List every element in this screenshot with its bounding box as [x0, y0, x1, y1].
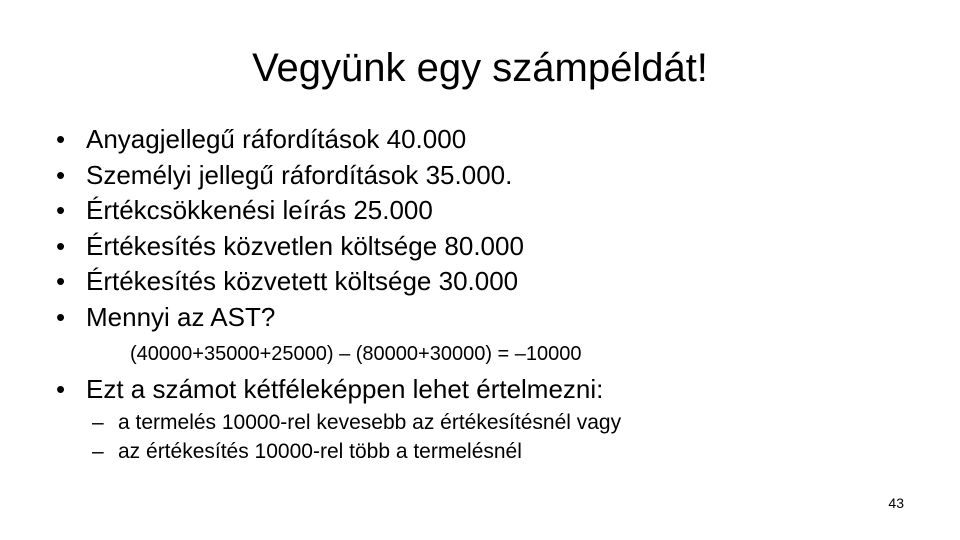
sub-list-item: [92, 408, 621, 437]
dash-marker: –: [92, 411, 104, 434]
sub-list: [92, 408, 621, 466]
calculation-formula: (40000+35000+25000) – (80000+30000) = –10000: [130, 343, 582, 365]
slide-title: Vegyünk egy számpéldát!: [252, 46, 708, 90]
list-item: [56, 158, 524, 194]
list-item-text: Személyi jellegű ráfordítások 35.000.: [86, 159, 513, 190]
list-item: [56, 193, 524, 229]
list-item: [56, 264, 524, 300]
list-item: [56, 122, 524, 158]
list-item-text: Mennyi az AST?: [86, 301, 276, 332]
list-item: [56, 300, 524, 336]
list-item-text: Értékesítés közvetlen költsége 80.000: [86, 230, 524, 261]
list-item-text: Értékcsökkenési leírás 25.000: [86, 195, 433, 226]
bullet-marker: •: [56, 124, 66, 154]
list-item: [56, 229, 524, 265]
interpretation-bullet: [56, 372, 603, 406]
bullet-marker: •: [56, 266, 66, 297]
interpretation-text: Ezt a számot kétféleképpen lehet értelmezni:: [86, 374, 604, 404]
bullet-marker: •: [56, 230, 66, 261]
bullet-list: [56, 122, 524, 336]
list-item-text: Értékesítés közvetett költsége 30.000: [86, 266, 519, 297]
bullet-marker: •: [56, 159, 66, 190]
sub-list-item-text: az értékesítés 10000-rel több a termelésnél: [118, 440, 522, 463]
sub-list-item-text: a termelés 10000-rel kevesebb az értékesítésnél vagy: [118, 411, 622, 434]
list-item-text: Anyagjellegű ráfordítások 40.000: [86, 124, 467, 154]
bullet-marker: •: [56, 301, 66, 332]
sub-list-item: [92, 437, 621, 466]
bullet-marker: •: [56, 195, 66, 226]
dash-marker: –: [92, 440, 104, 463]
bullet-marker: •: [56, 374, 66, 404]
page-number: 43: [888, 495, 904, 511]
